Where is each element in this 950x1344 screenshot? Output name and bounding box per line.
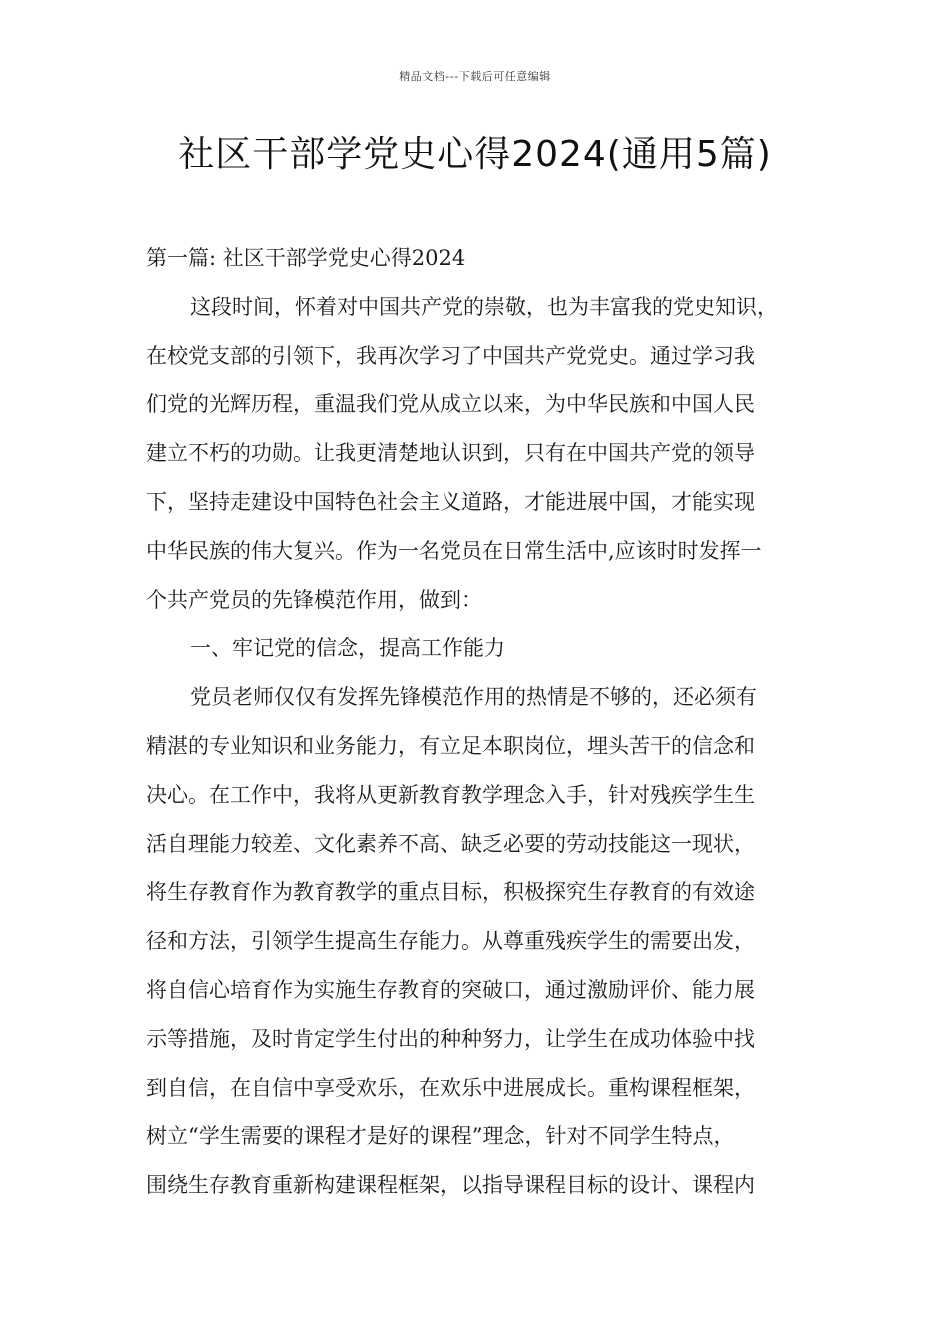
paragraph-line: 个共产党员的先锋模范作用，做到： [146, 587, 482, 612]
paragraph-line: 们党的光辉历程，重温我们党从成立以来，为中华民族和中国人民 [146, 392, 755, 417]
document-body [146, 234, 818, 1210]
paragraph-line: 中华民族的伟大复兴。作为一名党员在日常生活中,应该时时发挥一 [146, 538, 762, 563]
paragraph-line: 树立“学生需要的课程才是好的课程”理念，针对不同学生特点， [146, 1124, 735, 1149]
subheading: 一、牢记党的信念，提高工作能力 [190, 636, 505, 661]
paragraph-line: 这段时间，怀着对中国共产党的崇敬，也为丰富我的党史知识， [190, 294, 778, 319]
paragraph-line: 下，坚持走建设中国特色社会主义道路，才能进展中国，才能实现 [146, 489, 755, 514]
paragraph-line: 精湛的专业知识和业务能力，有立足本职岗位，埋头苦干的信念和 [146, 733, 755, 758]
paragraph-line: 将自信心培育作为实施生存教育的突破口，通过激励评价、能力展 [146, 977, 755, 1002]
paragraph-line: 将生存教育作为教育教学的重点目标，积极探究生存教育的有效途 [146, 880, 755, 905]
document-title: 社区干部学党史心得2024(通用5篇) [178, 134, 772, 175]
paragraph-line: 党员老师仅仅有发挥先锋模范作用的热情是不够的，还必须有 [190, 685, 757, 710]
paragraph-line: 决心。在工作中，我将从更新教育教学理念入手，针对残疾学生生 [146, 782, 755, 807]
paragraph-line: 示等措施，及时肯定学生付出的种种努力，让学生在成功体验中找 [146, 1026, 755, 1051]
paragraph-line: 到自信，在自信中享受欢乐，在欢乐中进展成长。重构课程框架， [146, 1075, 755, 1100]
header-note: 精品文档---下载后可任意编辑 [399, 70, 551, 83]
paragraph-line: 建立不朽的功勋。让我更清楚地认识到，只有在中国共产党的领导 [146, 441, 755, 466]
paragraph-line: 活自理能力较差、文化素养不高、缺乏必要的劳动技能这一现状， [146, 831, 755, 856]
paragraph-line: 围绕生存教育重新构建课程框架，以指导课程目标的设计、课程内 [146, 1173, 755, 1198]
section-heading: 第一篇: 社区干部学党史心得2024 [146, 246, 466, 270]
paragraph-line: 在校党支部的引领下，我再次学习了中国共产党党史。通过学习我 [146, 343, 755, 368]
paragraph-line: 径和方法，引领学生提高生存能力。从尊重残疾学生的需要出发， [146, 929, 755, 954]
